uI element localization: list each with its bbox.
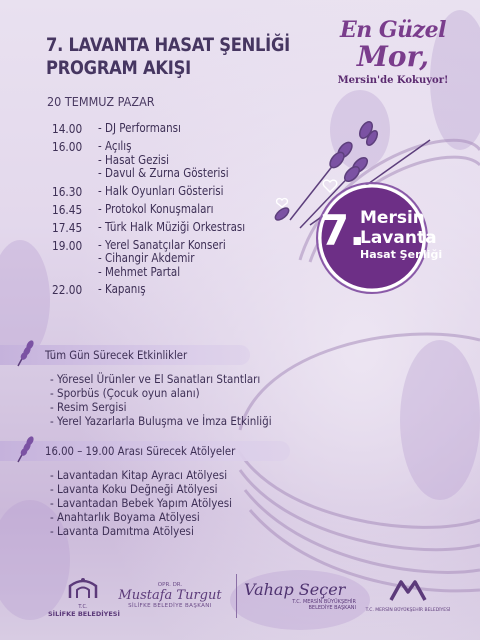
slogan-line-2: Mor,	[356, 40, 430, 73]
all-day-heading: Tüm Gün Sürecek Etkinlikler	[45, 348, 188, 362]
sign1-role: OPR. DR.	[157, 582, 183, 588]
title-line-1: 7. LAVANTA HASAT ŞENLİĞİ	[46, 34, 290, 56]
mersin-logo	[362, 576, 454, 613]
schedule-event: - Protokol Konuşmaları	[98, 203, 273, 217]
schedule-event: - Yerel Sanatçılar Konseri	[98, 239, 273, 253]
slogan	[318, 18, 468, 86]
schedule-row	[52, 283, 302, 297]
badge-number: 7.	[320, 206, 366, 255]
list-item: - Lavantadan Kitap Ayracı Atölyesi	[50, 468, 232, 482]
logo1-name: SİLİFKE BELEDİYESİ	[48, 610, 120, 618]
badge-line-2: Lavanta	[360, 228, 437, 248]
schedule-event: - Açılış	[98, 140, 273, 154]
lavender-icon	[12, 436, 38, 464]
schedule-row	[52, 140, 302, 181]
schedule-row	[52, 221, 302, 235]
footer-divider	[236, 574, 237, 618]
silifke-logo	[48, 574, 118, 618]
list-item: - Lavantadan Bebek Yapım Atölyesi	[50, 496, 232, 510]
workshops-banner	[0, 441, 290, 461]
list-item: - Sporbüs (Çocuk oyun alanı)	[50, 386, 272, 400]
schedule-time: 14.00	[52, 122, 83, 136]
slogan-line-3: Mersin'de Kokuyor!	[337, 75, 449, 86]
sign1-name: Mustafa Turgut	[118, 588, 222, 603]
mayor-signature-1	[115, 582, 225, 609]
schedule-time: 16.45	[52, 202, 83, 217]
slogan-line-1: En Güzel	[339, 17, 447, 43]
all-day-list	[50, 372, 296, 428]
schedule-row	[52, 122, 302, 136]
schedule-event: - DJ Performansı	[98, 122, 273, 136]
sign2-title-1: T.C. MERSİN BÜYÜKŞEHİR	[292, 599, 356, 605]
schedule-events	[98, 140, 302, 181]
schedule-time: 16.30	[52, 184, 83, 199]
schedule-row	[52, 239, 302, 280]
list-item: - Yerel Yazarlarla Buluşma ve İmza Etkinliği	[50, 414, 272, 428]
schedule-time: 22.00	[52, 283, 83, 297]
schedule-events	[98, 122, 302, 136]
badge-line-1: Mersin	[360, 208, 425, 228]
page-title	[46, 34, 290, 80]
logo2-name: T.C. MERSİN BÜYÜKŞEHİR BELEDİYESİ	[365, 608, 451, 613]
mountain-logo-icon	[388, 576, 428, 602]
sign2-title-2: BELEDİYE BAŞKANI	[308, 605, 356, 611]
municipality-logo-icon	[66, 574, 100, 600]
schedule-events	[98, 203, 302, 217]
program-schedule	[52, 122, 302, 301]
lavender-icon	[12, 340, 38, 368]
schedule-event: - Hasat Gezisi	[98, 154, 273, 168]
list-item: - Yöresel Ürünler ve El Sanatları Stantları	[50, 372, 272, 386]
schedule-event: - Davul & Zurna Gösterisi	[98, 167, 273, 181]
logo1-tc: T.C.	[78, 604, 88, 610]
event-date: 20 TEMMUZ PAZAR	[47, 94, 155, 109]
workshops-heading: 16.00 – 19.00 Arası Sürecek Atölyeler	[45, 444, 236, 458]
schedule-events	[98, 185, 302, 199]
schedule-time: 17.45	[52, 220, 83, 235]
schedule-time: 16.00	[52, 140, 83, 154]
schedule-time: 19.00	[52, 238, 83, 253]
workshops-list	[50, 468, 252, 538]
schedule-events	[98, 283, 302, 297]
schedule-events	[98, 239, 302, 280]
schedule-row	[52, 185, 302, 199]
all-day-banner	[0, 345, 250, 365]
schedule-event: - Türk Halk Müziği Orkestrası	[98, 221, 273, 235]
mayor-signature-2	[244, 580, 356, 611]
schedule-row	[52, 203, 302, 217]
schedule-events	[98, 221, 302, 235]
footer	[0, 566, 480, 640]
list-item: - Lavanta Damıtma Atölyesi	[50, 524, 232, 538]
schedule-event: - Kapanış	[98, 283, 273, 297]
list-item: - Resim Sergisi	[50, 400, 272, 414]
festival-badge	[300, 182, 450, 294]
list-item: - Anahtarlık Boyama Atölyesi	[50, 510, 232, 524]
sign2-name: Vahap Seçer	[244, 580, 346, 599]
schedule-event: - Mehmet Partal	[98, 266, 273, 280]
badge-line-3: Hasat Şenliği	[360, 248, 443, 261]
title-line-2: PROGRAM AKIŞI	[46, 57, 191, 79]
schedule-event: - Cihangir Akdemir	[98, 252, 273, 266]
sign1-title: SİLİFKE BELEDİYE BAŞKANI	[128, 603, 212, 609]
schedule-event: - Halk Oyunları Gösterisi	[98, 185, 273, 199]
list-item: - Lavanta Koku Değneği Atölyesi	[50, 482, 232, 496]
